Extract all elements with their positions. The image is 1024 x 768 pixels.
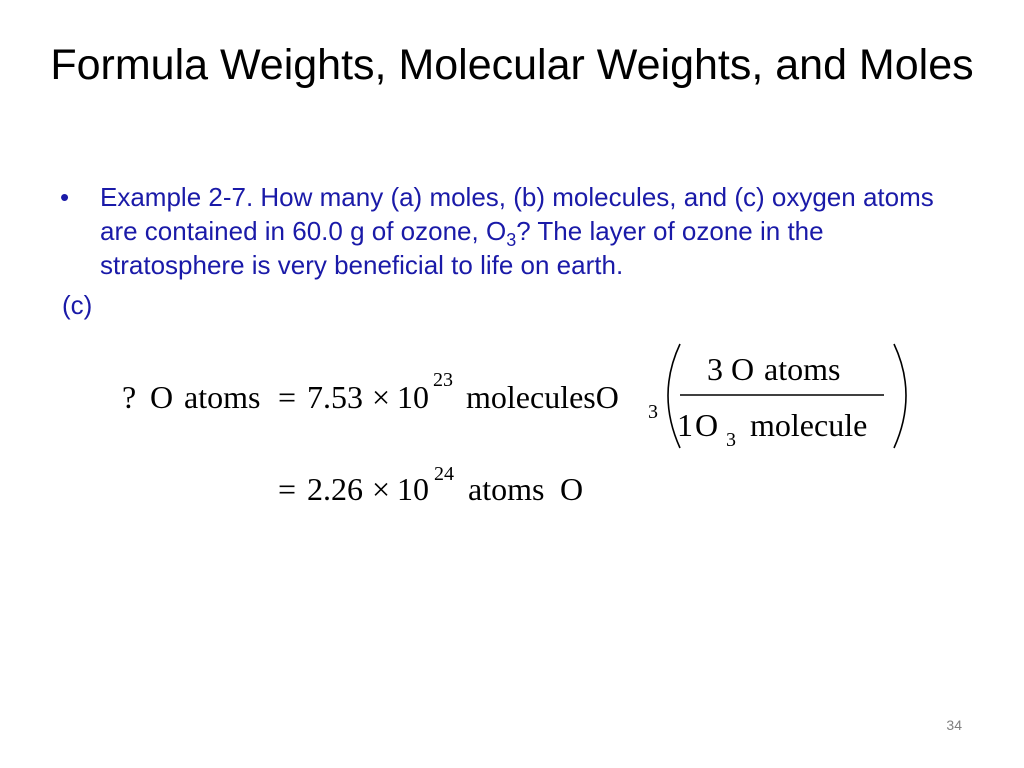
eq-ten-2: 10: [397, 471, 429, 507]
eq-equals-2: =: [278, 471, 297, 507]
eq-num-O: O: [731, 351, 755, 387]
eq-result-coef: 2.26: [307, 471, 363, 507]
eq-times-2: ×: [372, 471, 391, 507]
eq-ten-1: 10: [397, 379, 429, 415]
eq-den-O: O: [695, 407, 719, 443]
eq-times-1: ×: [372, 379, 391, 415]
eq-lhs-atoms: atoms: [184, 379, 261, 415]
eq-result-unit: atoms: [468, 471, 545, 507]
eq-den-molecule: molecule: [750, 407, 868, 443]
page-number: 34: [946, 717, 962, 733]
example-subscript: 3: [506, 230, 517, 250]
eq-result-O: O: [560, 471, 584, 507]
eq-num-atoms: atoms: [764, 351, 841, 387]
part-label: (c): [62, 290, 93, 320]
eq-exponent-1: 23: [433, 369, 453, 391]
eq-molecules-O: moleculesO: [466, 379, 619, 415]
eq-coef-1: 7.53: [307, 379, 363, 415]
eq-question-mark: ?: [122, 379, 137, 415]
example-intro: Example 2-7. How many (a) moles, (b) molecules, and (c) oxygen atoms are contained in 60.0 g of ozone, O: [100, 182, 934, 246]
eq-num-3: 3: [707, 351, 723, 387]
eq-right-paren: [894, 344, 906, 448]
eq-den-1: 1: [677, 407, 693, 443]
eq-den-subscript: 3: [726, 429, 736, 451]
eq-lhs-O: O: [150, 379, 174, 415]
eq-subscript-3: 3: [648, 401, 658, 423]
slide-title: Formula Weights, Molecular Weights, and Moles: [50, 41, 974, 89]
example-rest: ? The layer of ozone in the stratosphere is very beneficial to life on earth.: [100, 216, 824, 280]
eq-exponent-2: 24: [434, 463, 454, 485]
bullet-marker: •: [60, 182, 70, 212]
eq-equals-1: =: [278, 379, 297, 415]
